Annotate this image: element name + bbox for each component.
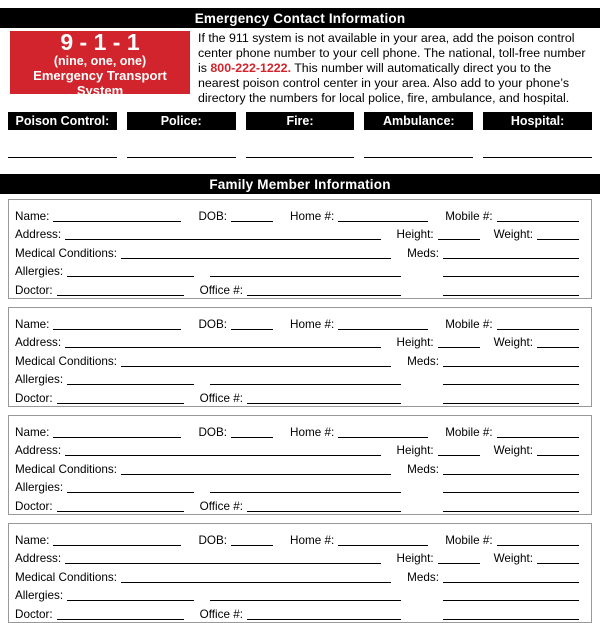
mobile-phone-line[interactable] [497,327,579,330]
doctor-label: Doctor: [15,391,53,405]
family-member-block-3 [8,415,592,515]
allergies-label: Allergies: [15,265,64,278]
office-phone-line[interactable] [247,509,401,512]
name-line[interactable] [53,327,181,330]
office-phone-label: Office #: [199,391,243,405]
911-words: (nine, one, one) [53,53,147,68]
dob-label: DOB: [198,317,228,331]
member-row-address [15,441,579,460]
doctor-line[interactable] [57,401,184,404]
home-phone-line[interactable] [338,327,428,330]
weight-line[interactable] [537,345,579,348]
home-phone-label: Home #: [290,317,335,331]
home-phone-label: Home #: [290,533,335,547]
meds-label: Meds: [407,570,439,584]
intro-paragraph [198,31,590,106]
meds-line[interactable] [443,256,579,259]
meds-continued-line[interactable] [443,490,579,493]
member-row-name [15,206,579,225]
doctor-line[interactable] [57,293,184,296]
address-label: Address: [15,552,62,565]
meds-line[interactable] [443,472,579,475]
home-phone-line[interactable] [338,435,428,438]
medical-conditions-label: Medical Conditions: [15,462,117,476]
mobile-phone-label: Mobile #: [445,533,493,547]
intro-text-before: If the 911 system is not available in your area, add the poison control center phone number to your cell phone. The national, toll-free number is [198,31,586,75]
member-row-medical [15,243,579,262]
weight-label: Weight: [493,552,533,565]
911-badge [10,28,190,98]
family-members-list [0,199,600,623]
mobile-phone-line[interactable] [497,435,579,438]
address-line[interactable] [65,237,380,240]
home-phone-label: Home #: [290,209,335,223]
emergency-section-header: Emergency Contact Information [0,8,600,28]
mobile-phone-label: Mobile #: [445,425,493,439]
contact-label-ambulance: Ambulance: [364,112,473,130]
weight-line[interactable] [537,453,579,456]
allergies-continued-line[interactable] [210,598,401,601]
medical-conditions-line[interactable] [121,472,391,475]
name-line[interactable] [53,543,181,546]
home-phone-line[interactable] [338,543,428,546]
address-label: Address: [15,444,62,457]
height-label: Height: [396,444,434,457]
member-row-allergies [15,478,579,497]
allergies-line[interactable] [67,382,194,385]
hospital-write-in-line[interactable] [483,156,592,158]
member-row-allergies [15,262,579,281]
doctor-line[interactable] [57,617,184,620]
medical-conditions-line[interactable] [121,256,391,259]
office-phone-line[interactable] [247,401,401,404]
medical-conditions-label: Medical Conditions: [15,570,117,584]
member-row-doctor [15,280,579,299]
member-row-name [15,422,579,441]
member-row-name [15,530,579,549]
office-phone-label: Office #: [199,283,243,297]
meds-continued-line-2[interactable] [443,617,579,620]
meds-line[interactable] [443,364,579,367]
intro-text-after: This number will automatically direct you to the nearest poison control center in your area. Also add to your phone’s directory the numbers for local police, fire, ambulance, and hospital. [198,61,570,105]
meds-continued-line[interactable] [443,274,579,277]
member-row-doctor [15,388,579,407]
poison-control-write-in-line[interactable] [8,156,117,158]
home-phone-line[interactable] [338,219,428,222]
member-row-allergies [15,370,579,389]
dob-label: DOB: [198,533,228,547]
ambulance-write-in-line[interactable] [364,156,473,158]
emergency-contacts-lines-row [8,156,592,158]
allergies-line[interactable] [67,598,194,601]
fire-write-in-line[interactable] [246,156,355,158]
intro-section [10,28,590,106]
911-number: 9 - 1 - 1 [60,28,140,55]
office-phone-line[interactable] [247,617,401,620]
height-label: Height: [396,336,434,349]
police-write-in-line[interactable] [127,156,236,158]
allergies-label: Allergies: [15,589,64,602]
allergies-label: Allergies: [15,481,64,494]
allergies-line[interactable] [67,274,194,277]
weight-line[interactable] [537,237,579,240]
allergies-line[interactable] [67,490,194,493]
name-label: Name: [15,317,50,331]
address-line[interactable] [65,453,380,456]
dob-label: DOB: [198,209,228,223]
member-row-medical [15,459,579,478]
meds-continued-line[interactable] [443,382,579,385]
family-member-block-4 [8,523,592,623]
member-row-allergies [15,586,579,605]
medical-conditions-line[interactable] [121,580,391,583]
meds-line[interactable] [443,580,579,583]
medical-conditions-line[interactable] [121,364,391,367]
member-row-doctor [15,496,579,515]
allergies-label: Allergies: [15,373,64,386]
meds-continued-line[interactable] [443,598,579,601]
height-line[interactable] [438,345,480,348]
dob-label: DOB: [198,425,228,439]
mobile-phone-line[interactable] [497,219,579,222]
name-label: Name: [15,209,50,223]
contact-label-hospital: Hospital: [483,112,592,130]
meds-continued-line-2[interactable] [443,509,579,512]
name-line[interactable] [53,435,181,438]
mobile-phone-label: Mobile #: [445,317,493,331]
doctor-label: Doctor: [15,499,53,513]
contact-label-police: Police: [127,112,236,130]
member-row-address [15,549,579,568]
height-line[interactable] [438,237,480,240]
name-label: Name: [15,533,50,547]
dob-line[interactable] [231,327,273,330]
home-phone-label: Home #: [290,425,335,439]
office-phone-line[interactable] [247,293,401,296]
height-line[interactable] [438,561,480,564]
dob-line[interactable] [231,219,273,222]
meds-label: Meds: [407,246,439,260]
member-row-address [15,225,579,244]
address-line[interactable] [65,561,380,564]
doctor-line[interactable] [57,509,184,512]
weight-line[interactable] [537,561,579,564]
office-phone-label: Office #: [199,607,243,621]
dob-line[interactable] [231,435,273,438]
member-row-doctor [15,604,579,623]
member-row-medical [15,351,579,370]
height-label: Height: [396,228,434,241]
weight-label: Weight: [493,444,533,457]
member-row-medical [15,567,579,586]
mobile-phone-line[interactable] [497,543,579,546]
mobile-phone-label: Mobile #: [445,209,493,223]
meds-label: Meds: [407,354,439,368]
height-line[interactable] [438,453,480,456]
allergies-continued-line[interactable] [210,274,401,277]
poison-control-phone-number: 800-222-1222. [210,61,292,75]
name-label: Name: [15,425,50,439]
contact-label-fire: Fire: [246,112,355,130]
family-section-header: Family Member Information [0,174,600,194]
name-line[interactable] [53,219,181,222]
allergies-continued-line[interactable] [210,382,401,385]
meds-continued-line-2[interactable] [443,293,579,296]
family-member-block-2 [8,307,592,407]
address-label: Address: [15,336,62,349]
medical-conditions-label: Medical Conditions: [15,246,117,260]
address-label: Address: [15,228,62,241]
meds-continued-line-2[interactable] [443,401,579,404]
emergency-contacts-labels-row [8,112,592,130]
member-row-name [15,314,579,333]
contact-label-poison-control: Poison Control: [8,112,117,130]
member-row-address [15,333,579,352]
weight-label: Weight: [493,228,533,241]
meds-label: Meds: [407,462,439,476]
address-line[interactable] [65,345,380,348]
office-phone-label: Office #: [199,499,243,513]
doctor-label: Doctor: [15,607,53,621]
dob-line[interactable] [231,543,273,546]
911-subtitle: Emergency Transport System [33,67,167,98]
weight-label: Weight: [493,336,533,349]
medical-conditions-label: Medical Conditions: [15,354,117,368]
height-label: Height: [396,552,434,565]
family-member-block-1 [8,199,592,299]
doctor-label: Doctor: [15,283,53,297]
allergies-continued-line[interactable] [210,490,401,493]
